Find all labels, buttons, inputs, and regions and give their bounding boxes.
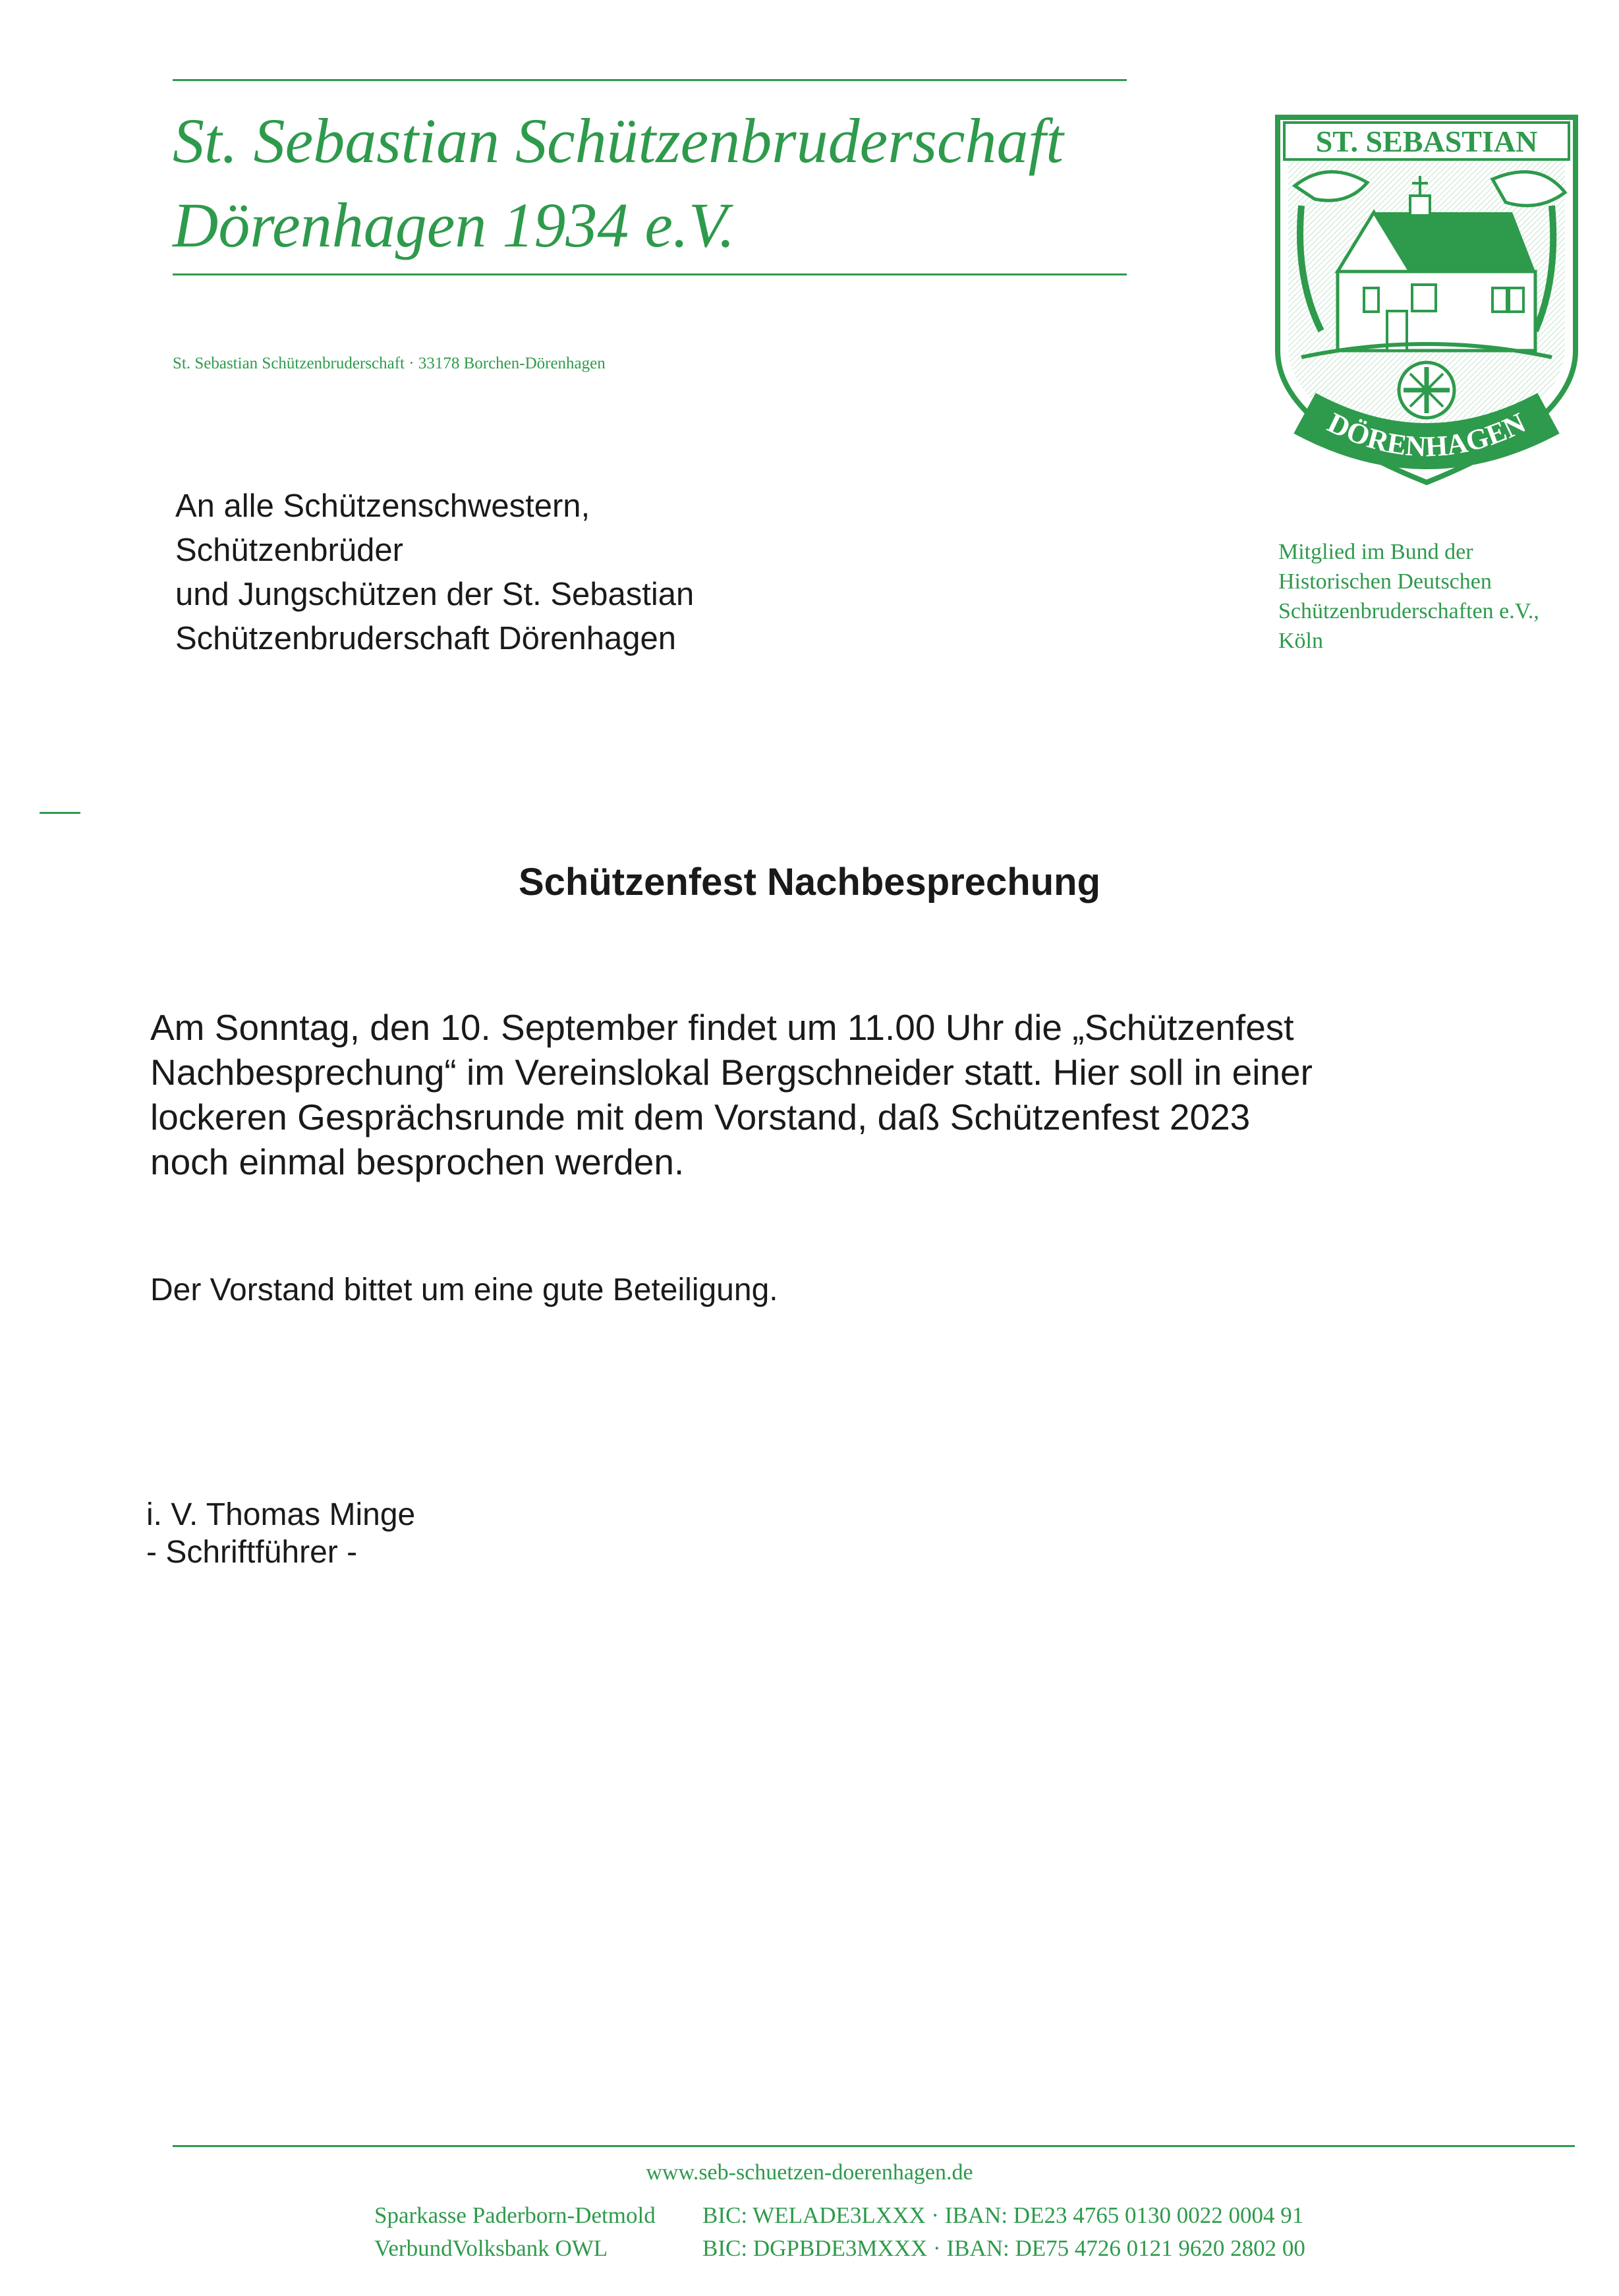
membership-line: Schützenbruderschaften e.V., bbox=[1278, 599, 1539, 623]
body-line: Nachbesprechung“ im Vereinslokal Bergschneider statt. Hier soll in einer bbox=[150, 1052, 1313, 1093]
body-line: noch einmal besprochen werden. bbox=[150, 1141, 685, 1182]
organization-name-line2: Dörenhagen 1934 e.V. bbox=[173, 190, 735, 260]
website-link[interactable]: www.seb-schuetzen-doerenhagen.de bbox=[646, 2160, 973, 2185]
recipient-line: und Jungschützen der St. Sebastian bbox=[175, 577, 695, 612]
header-top-rule bbox=[173, 79, 1127, 81]
fold-mark bbox=[40, 812, 80, 814]
letter-closing: Der Vorstand bittet um eine gute Beteiligung. bbox=[150, 1273, 778, 1307]
emblem-banner-text: ST. SEBASTIAN bbox=[1315, 125, 1538, 158]
bank-bic: BIC: WELADE3LXXX bbox=[702, 2202, 926, 2228]
sender-return-address: St. Sebastian Schützenbruderschaft · 33178 Borchen-Dörenhagen bbox=[173, 355, 606, 372]
signature-block bbox=[146, 1496, 415, 1571]
letter-subject: Schützenfest Nachbesprechung bbox=[518, 861, 1101, 904]
signature-role: - Schriftführer - bbox=[146, 1535, 358, 1570]
recipient-line: Schützenbrüder bbox=[175, 532, 403, 568]
body-line: lockeren Gesprächsrunde mit dem Vorstand, daß Schützenfest 2023 bbox=[150, 1097, 1251, 1137]
signature-name: i. V. Thomas Minge bbox=[146, 1497, 416, 1532]
membership-note bbox=[1278, 537, 1539, 656]
footer-rule bbox=[173, 2145, 1575, 2147]
recipient-address bbox=[175, 484, 694, 661]
bank-iban: IBAN: DE23 4765 0130 0022 0004 91 bbox=[944, 2202, 1304, 2228]
body-line: Am Sonntag, den 10. September findet um 11.00 Uhr die „Schützenfest bbox=[150, 1007, 1294, 1048]
organization-name bbox=[173, 99, 1128, 268]
coat-of-arms-icon bbox=[1275, 113, 1578, 486]
recipient-line: Schützenbruderschaft Dörenhagen bbox=[175, 621, 677, 656]
emblem-ribbon-text: DÖRENHAGEN bbox=[1322, 406, 1531, 463]
recipient-line: An alle Schützenschwestern, bbox=[175, 488, 590, 524]
header-bottom-rule bbox=[173, 273, 1127, 275]
membership-line: Köln bbox=[1278, 629, 1323, 653]
bank-bic: BIC: DGPBDE3MXXX bbox=[702, 2235, 928, 2261]
bank-row-sparkasse: Sparkasse Paderborn-Detmold BIC: WELADE3LXXX · IBAN: DE23 4765 0130 0022 0004 91 bbox=[374, 2202, 1304, 2228]
membership-line: Mitglied im Bund der bbox=[1278, 540, 1473, 564]
bank-name: Sparkasse Paderborn-Detmold bbox=[374, 2202, 656, 2228]
letter-body bbox=[150, 1005, 1468, 1184]
bank-row-volksbank: VerbundVolksbank OWL BIC: DGPBDE3MXXX · IBAN: DE75 4726 0121 9620 2802 00 bbox=[374, 2235, 1305, 2261]
bank-name: VerbundVolksbank OWL bbox=[374, 2235, 608, 2261]
bank-iban: IBAN: DE75 4726 0121 9620 2802 00 bbox=[946, 2235, 1305, 2261]
membership-line: Historischen Deutschen bbox=[1278, 569, 1492, 594]
organization-name-line1: St. Sebastian Schützenbruderschaft bbox=[173, 105, 1064, 176]
